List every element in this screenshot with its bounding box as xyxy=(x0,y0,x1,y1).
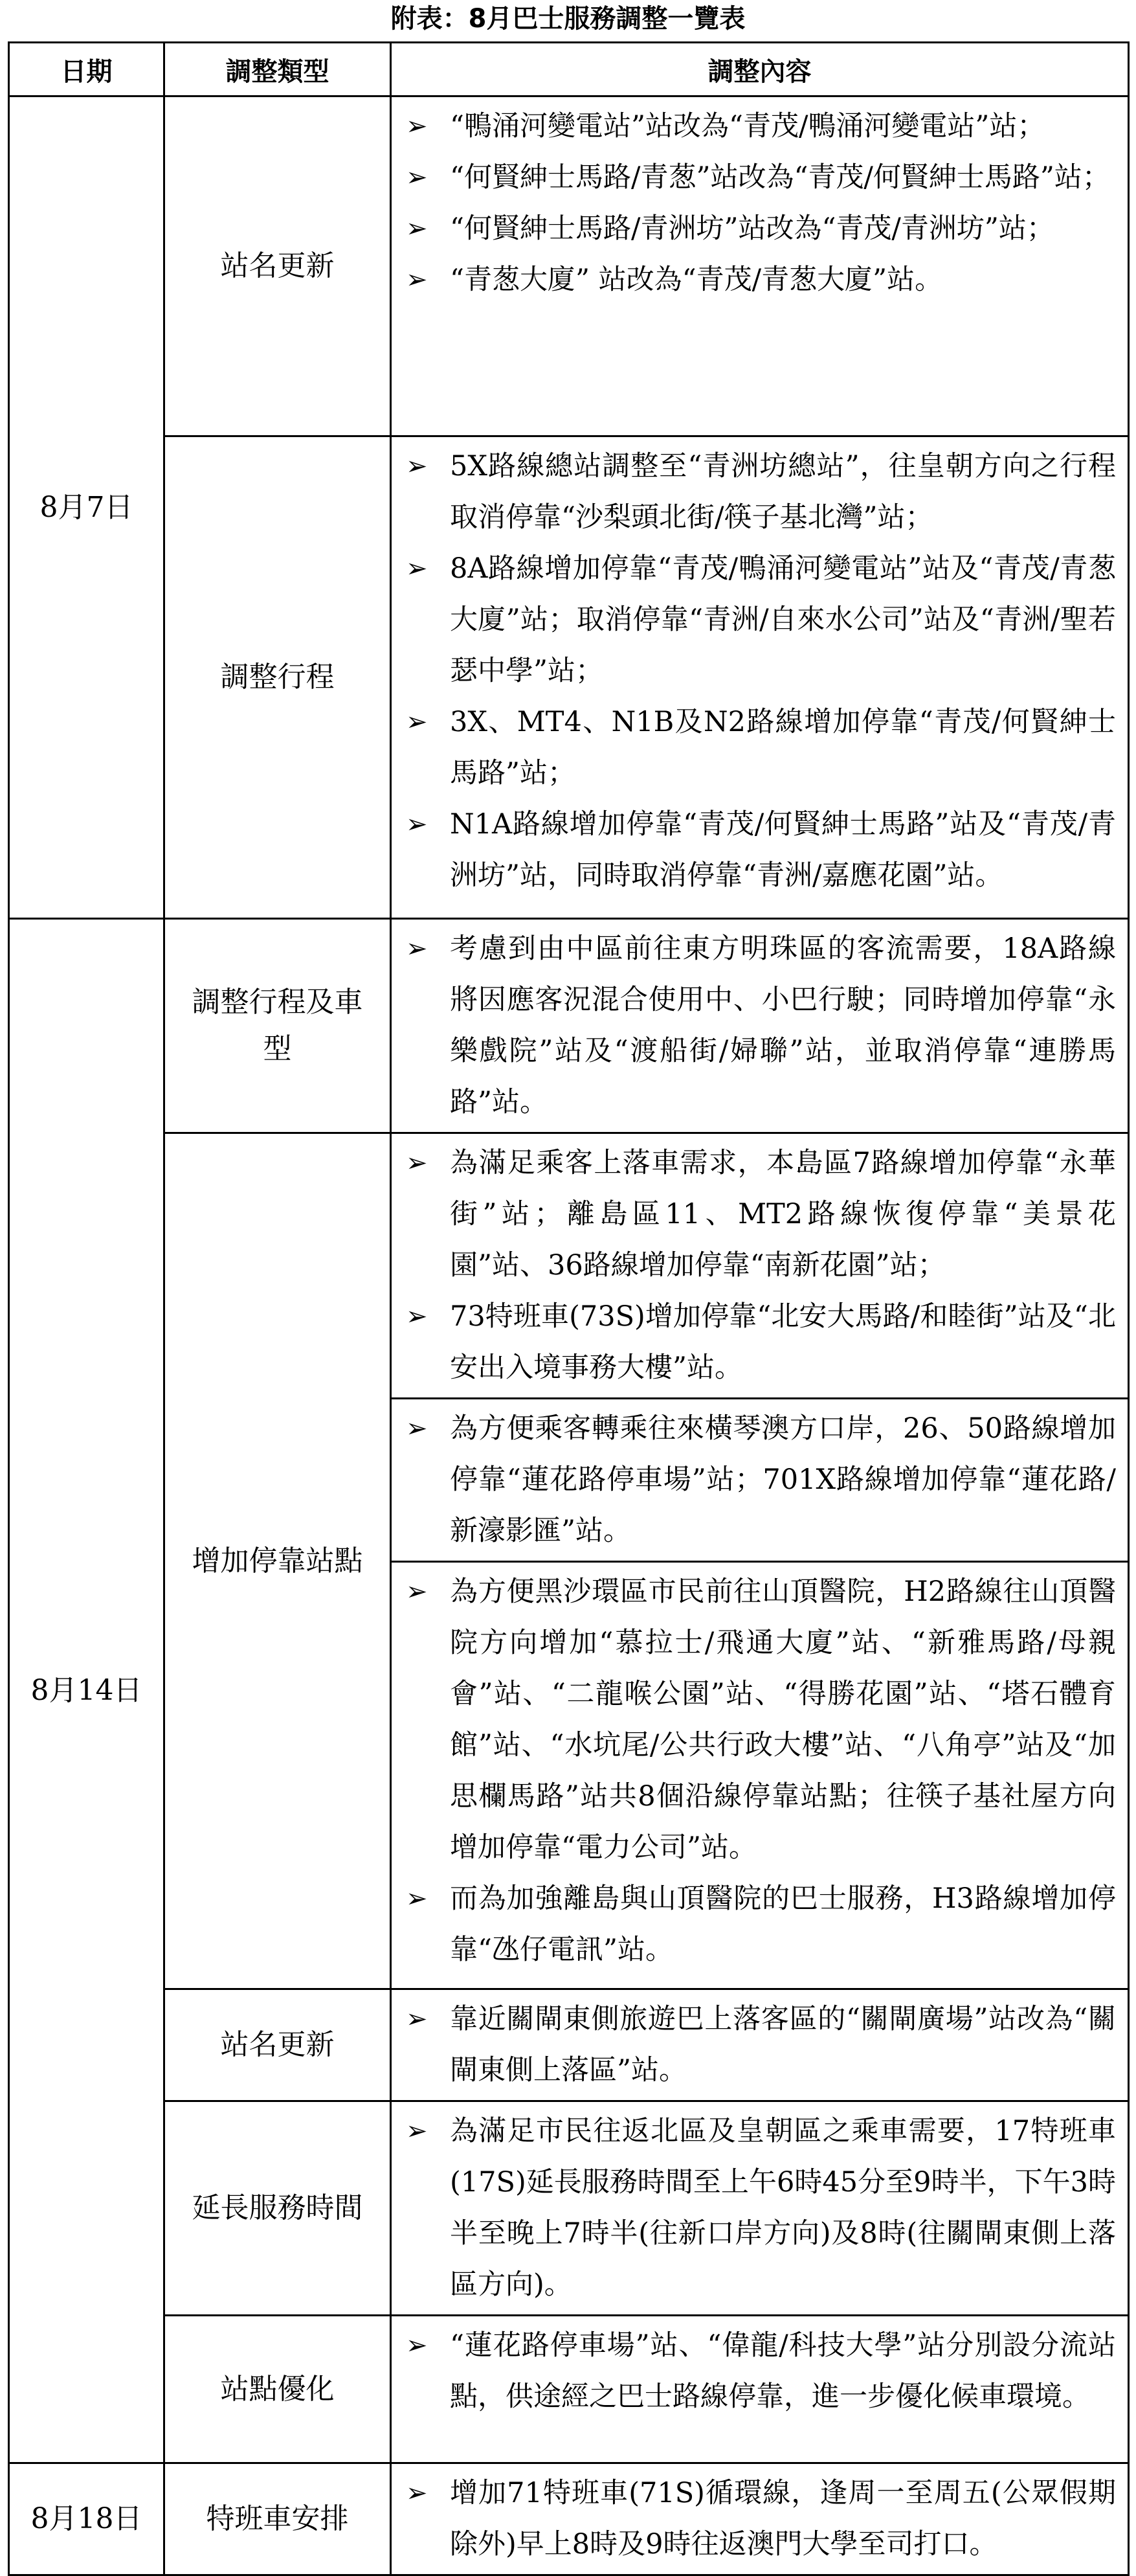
content-list xyxy=(402,2106,1116,2310)
item-text: 為滿足市民往返北區及皇朝區之乘車需要，17特班車(17S)延長服務時間至上午6時45分至9時半，下午3時半至晚上7時半(往新口岸方向)及8時(往關閘東側上落區方向)。 xyxy=(450,2115,1116,2301)
list-item xyxy=(402,2320,1116,2423)
item-text: “何賢紳士馬路/青葱”站改為“青茂/何賢紳士馬路”站； xyxy=(450,161,1110,194)
content-cell xyxy=(391,2463,1129,2575)
type-cell: 延長服務時間 xyxy=(164,2101,391,2316)
item-text: 5X路線總站調整至“青洲坊總站”，往皇朝方向之行程取消停靠“沙梨頭北街/筷子基北灣”站； xyxy=(450,450,1116,534)
content-list xyxy=(402,2320,1116,2423)
item-text: 3X、MT4、N1B及N2路線增加停靠“青茂/何賢紳士馬路”站； xyxy=(450,706,1116,789)
content-cell xyxy=(391,1399,1129,1562)
content-list xyxy=(402,1994,1116,2096)
list-item xyxy=(402,1873,1116,1976)
content-list xyxy=(402,923,1116,1128)
arrow-bullet-icon: ➢ xyxy=(406,163,428,192)
content-list xyxy=(402,441,1116,901)
list-item xyxy=(402,1138,1116,1291)
list-item xyxy=(402,441,1116,543)
list-item xyxy=(402,1994,1116,2096)
table-row xyxy=(9,2463,1129,2575)
type-cell: 特班車安排 xyxy=(164,2463,391,2575)
type-cell: 調整行程 xyxy=(164,436,391,919)
header-type: 調整類型 xyxy=(164,43,391,96)
item-text: 考慮到由中區前往東方明珠區的客流需要，18A路線將因應客況混合使用中、小巴行駛；同時增加停靠“永樂戲院”站及“渡船街/婦聯”站，並取消停靠“連勝馬路”站。 xyxy=(450,932,1116,1118)
type-cell: 站名更新 xyxy=(164,96,391,436)
item-text: 而為加強離島與山頂醫院的巴士服務，H3路線增加停靠“氹仔電訊”站。 xyxy=(450,1882,1116,1966)
item-text: “何賢紳士馬路/青洲坊”站改為“青茂/青洲坊”站； xyxy=(450,212,1054,245)
arrow-bullet-icon: ➢ xyxy=(406,707,428,737)
list-item xyxy=(402,101,1116,152)
type-cell: 調整行程及車型 xyxy=(164,919,391,1133)
type-cell: 站名更新 xyxy=(164,1989,391,2101)
header-content: 調整內容 xyxy=(391,43,1129,96)
item-text: “鴨涌河變電站”站改為“青茂/鴨涌河變電站”站； xyxy=(450,110,1045,142)
arrow-bullet-icon: ➢ xyxy=(406,265,428,295)
list-item xyxy=(402,152,1116,203)
table-header-row xyxy=(9,43,1129,96)
table-row xyxy=(9,96,1129,436)
table-row xyxy=(9,1989,1129,2101)
date-cell: 8月7日 xyxy=(9,96,164,919)
list-item xyxy=(402,543,1116,697)
table-row xyxy=(9,436,1129,919)
content-list xyxy=(402,1566,1116,1976)
list-item xyxy=(402,1403,1116,1557)
arrow-bullet-icon: ➢ xyxy=(406,2478,428,2508)
table-row xyxy=(9,2316,1129,2463)
date-cell: 8月18日 xyxy=(9,2463,164,2575)
arrow-bullet-icon: ➢ xyxy=(406,2004,428,2034)
item-text: 為滿足乘客上落車需求，本島區7路線增加停靠“永華街”站；離島區11、MT2路線恢復停靠“美景花園”站、36路線增加停靠“南新花園”站； xyxy=(450,1147,1116,1282)
header-date: 日期 xyxy=(9,43,164,96)
list-item xyxy=(402,1566,1116,1873)
arrow-bullet-icon: ➢ xyxy=(406,554,428,583)
list-item xyxy=(402,2106,1116,2310)
arrow-bullet-icon: ➢ xyxy=(406,2116,428,2146)
arrow-bullet-icon: ➢ xyxy=(406,1577,428,1607)
table-row xyxy=(9,919,1129,1133)
content-cell xyxy=(391,1562,1129,1989)
arrow-bullet-icon: ➢ xyxy=(406,214,428,243)
list-item xyxy=(402,254,1116,306)
item-text: 為方便乘客轉乘往來橫琴澳方口岸，26、50路線增加停靠“蓮花路停車場”站；701X路線增加停靠“蓮花路/新濠影匯”站。 xyxy=(450,1412,1116,1547)
type-cell: 站點優化 xyxy=(164,2316,391,2463)
arrow-bullet-icon: ➢ xyxy=(406,1148,428,1178)
item-text: N1A路線增加停靠“青茂/何賢紳士馬路”站及“青茂/青洲坊”站，同時取消停靠“青洲/嘉應花園”站。 xyxy=(450,808,1116,892)
content-cell xyxy=(391,2101,1129,2316)
arrow-bullet-icon: ➢ xyxy=(406,1302,428,1331)
item-text: “蓮花路停車場”站、“偉龍/科技大學”站分別設分流站點，供途經之巴士路線停靠，進一步優化候車環境。 xyxy=(450,2329,1116,2413)
content-list xyxy=(402,1403,1116,1557)
list-item xyxy=(402,923,1116,1128)
list-item xyxy=(402,2468,1116,2570)
item-text: 73特班車(73S)增加停靠“北安大馬路/和睦街”站及“北安出入境事務大樓”站。 xyxy=(450,1300,1116,1384)
item-text: 8A路線增加停靠“青茂/鴨涌河變電站”站及“青茂/青葱大廈”站；取消停靠“青洲/自來水公司”站及“青洲/聖若瑟中學”站； xyxy=(450,552,1116,687)
arrow-bullet-icon: ➢ xyxy=(406,451,428,481)
content-cell xyxy=(391,96,1129,436)
table-row xyxy=(9,2101,1129,2316)
type-cell: 增加停靠站點 xyxy=(164,1133,391,1989)
content-list xyxy=(402,1138,1116,1394)
content-list xyxy=(402,101,1116,306)
item-text: 靠近關閘東側旅遊巴上落客區的“關閘廣場”站改為“關閘東側上落區”站。 xyxy=(450,2003,1116,2086)
item-text: 為方便黑沙環區市民前往山頂醫院，H2路線往山頂醫院方向增加“慕拉士/飛通大廈”站、“新雅馬路/母親會”站、“二龍喉公園”站、“得勝花園”站、“塔石體育館”站、“水坑尾/公共行政大樓”站、“八角亭”站及“加思欄馬路”站共8個沿線停靠站點；往筷子基社屋方向增加停靠“電力公司”站。 xyxy=(450,1576,1116,1864)
bus-adjustment-table xyxy=(8,41,1130,2576)
page-title: 附表：8月巴士服務調整一覽表 xyxy=(390,4,746,34)
content-cell xyxy=(391,2316,1129,2463)
list-item xyxy=(402,203,1116,254)
list-item xyxy=(402,697,1116,799)
date-cell: 8月14日 xyxy=(9,919,164,2463)
table-row xyxy=(9,1133,1129,1399)
arrow-bullet-icon: ➢ xyxy=(406,1414,428,1443)
arrow-bullet-icon: ➢ xyxy=(406,111,428,141)
item-text: “青葱大廈” 站改為“青茂/青葱大廈”站。 xyxy=(450,264,943,296)
content-cell xyxy=(391,919,1129,1133)
content-cell xyxy=(391,436,1129,919)
content-list xyxy=(402,2468,1116,2570)
arrow-bullet-icon: ➢ xyxy=(406,2331,428,2360)
arrow-bullet-icon: ➢ xyxy=(406,809,428,839)
list-item xyxy=(402,1291,1116,1394)
list-item xyxy=(402,799,1116,901)
arrow-bullet-icon: ➢ xyxy=(406,934,428,964)
content-cell xyxy=(391,1133,1129,1399)
item-text: 增加71特班車(71S)循環線，逢周一至周五(公眾假期除外)早上8時及9時往返澳門大學至司打口。 xyxy=(450,2477,1116,2560)
arrow-bullet-icon: ➢ xyxy=(406,1884,428,1914)
content-cell xyxy=(391,1989,1129,2101)
